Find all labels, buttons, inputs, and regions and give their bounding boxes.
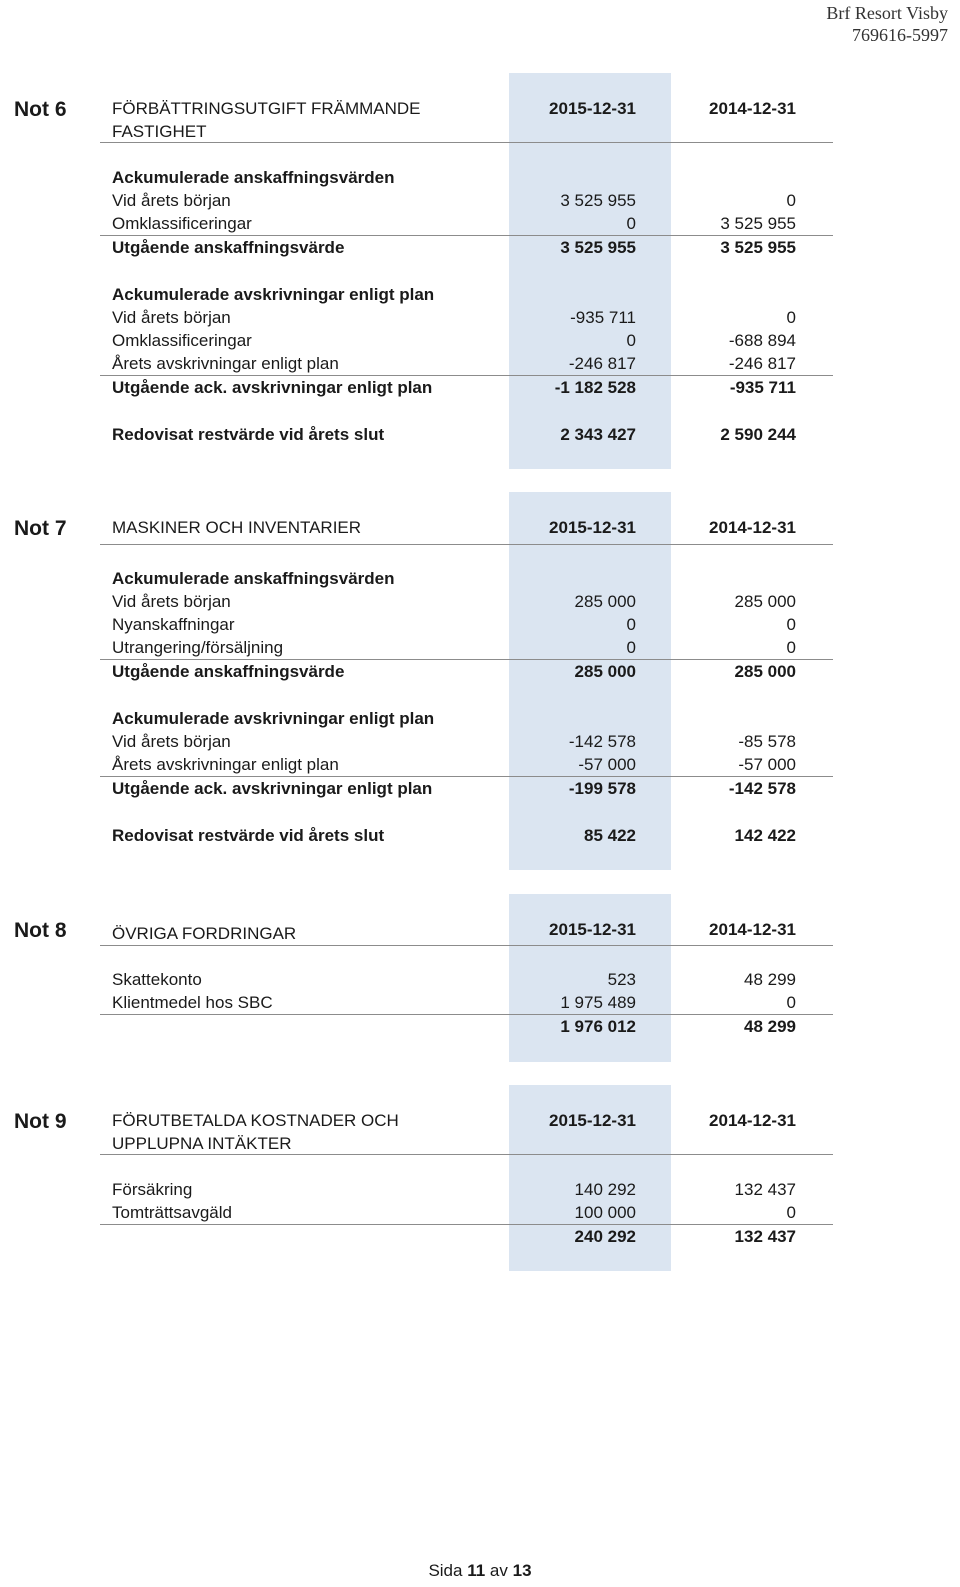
note-title: FÖRUTBETALDA KOSTNADER OCH UPPLUPNA INTÄKTER <box>112 1111 399 1153</box>
table-row: Skattekonto 523 48 299 <box>112 970 796 989</box>
document-header <box>826 2 948 46</box>
table-row: Utgående anskaffningsvärde 3 525 955 3 525 955 <box>112 238 796 257</box>
table-row: Ackumulerade anskaffningsvärden <box>112 168 395 187</box>
date-previous: 2014-12-31 <box>709 518 796 537</box>
page-of: av <box>489 1561 508 1580</box>
header-divider <box>100 544 833 545</box>
table-row: Utrangering/försäljning 0 0 <box>100 636 833 660</box>
note-title: MASKINER OCH INVENTARIER <box>112 518 362 537</box>
table-row: Försäkring 140 292 132 437 <box>112 1180 796 1199</box>
date-current: 2015-12-31 <box>549 920 636 939</box>
company-name: Brf Resort Visby <box>826 3 948 23</box>
table-row: Utgående ack. avskrivningar enligt plan -199 578 -142 578 <box>112 779 796 798</box>
note-number: Not 9 <box>14 1110 67 1133</box>
table-row: Ackumulerade avskrivningar enligt plan <box>112 709 435 728</box>
table-row: Klientmedel hos SBC 1 975 489 0 <box>100 991 833 1015</box>
note-title: ÖVRIGA FORDRINGAR <box>112 924 297 943</box>
table-row: Ackumulerade avskrivningar enligt plan <box>112 285 435 304</box>
page-footer <box>0 1560 960 1582</box>
table-row: Redovisat restvärde vid årets slut 2 343 427 2 590 244 <box>112 425 796 444</box>
date-previous: 2014-12-31 <box>709 99 796 118</box>
page-label: Sida <box>428 1561 463 1580</box>
table-row: Omklassificeringar 0 -688 894 <box>112 331 796 350</box>
table-row: Nyanskaffningar 0 0 <box>112 615 796 634</box>
table-row: Vid årets början -142 578 -85 578 <box>112 732 796 751</box>
table-row: Utgående anskaffningsvärde 285 000 285 000 <box>112 662 796 681</box>
table-row: Vid årets början 285 000 285 000 <box>112 592 796 611</box>
table-row: Årets avskrivningar enligt plan -246 817 -246 817 <box>100 352 833 376</box>
date-current: 2015-12-31 <box>549 518 636 537</box>
date-previous: 2014-12-31 <box>709 1111 796 1130</box>
header-divider <box>100 1154 833 1155</box>
table-row: Årets avskrivningar enligt plan -57 000 -57 000 <box>100 753 833 777</box>
table-row: Vid årets början -935 711 0 <box>112 308 796 327</box>
header-divider <box>100 945 833 946</box>
date-current: 2015-12-31 <box>549 1111 636 1130</box>
date-current: 2015-12-31 <box>549 99 636 118</box>
table-row: Omklassificeringar 0 3 525 955 <box>100 212 833 236</box>
table-row: Redovisat restvärde vid årets slut 85 422 142 422 <box>112 826 796 845</box>
note-number: Not 6 <box>14 98 67 121</box>
table-row: Tomträttsavgäld 100 000 0 <box>100 1201 833 1225</box>
org-number: 769616-5997 <box>852 25 948 45</box>
table-row: Ackumulerade anskaffningsvärden <box>112 569 395 588</box>
date-previous: 2014-12-31 <box>709 920 796 939</box>
table-row-total: 1 976 012 48 299 <box>560 1017 796 1036</box>
page-number: 11 <box>467 1561 486 1580</box>
table-row: Utgående ack. avskrivningar enligt plan -1 182 528 -935 711 <box>112 378 796 397</box>
note-number: Not 7 <box>14 517 67 540</box>
note-title: FÖRBÄTTRINGSUTGIFT FRÄMMANDE FASTIGHET <box>112 99 421 141</box>
current-year-column-shade <box>509 73 671 469</box>
header-divider <box>100 142 833 143</box>
page-total: 13 <box>512 1561 532 1580</box>
table-row: Vid årets början 3 525 955 0 <box>112 191 796 210</box>
note-number: Not 8 <box>14 919 67 942</box>
table-row-total: 240 292 132 437 <box>574 1227 796 1246</box>
